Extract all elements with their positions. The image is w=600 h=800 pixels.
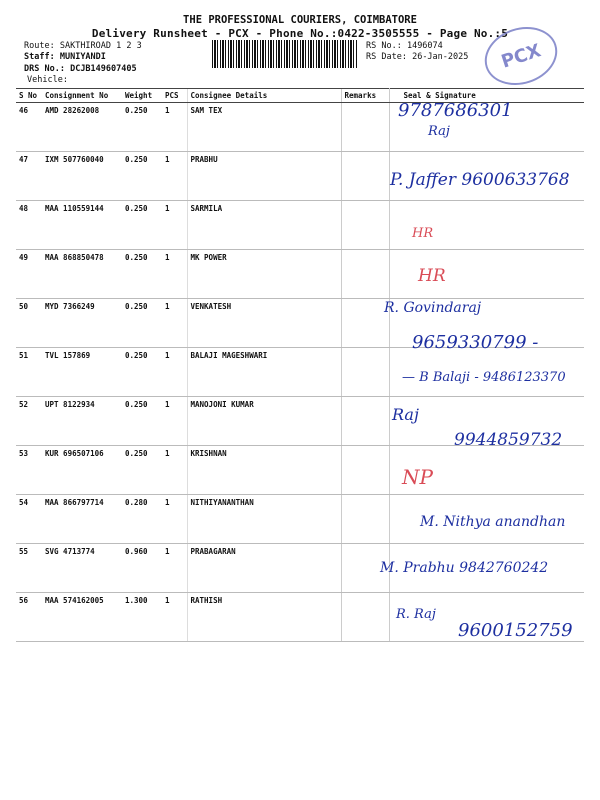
row-consignee: RATHISH [187, 593, 341, 642]
row-pcs: 1 [162, 103, 187, 152]
staff-label: Staff: [24, 52, 55, 62]
row-consignee: BALAJI MAGESHWARI [187, 348, 341, 397]
signature-52: Raj [392, 405, 419, 424]
row-consignee: KRISHNAN [187, 446, 341, 495]
rs-date-value: 26-Jan-2025 [412, 52, 469, 62]
row-consignment: TVL 157869 [42, 348, 122, 397]
row-remarks [341, 201, 389, 250]
col-sno: S No [16, 89, 42, 103]
row-consignee: VENKATESH [187, 299, 341, 348]
rs-no-line [366, 41, 443, 51]
rs-no-value: 1496074 [406, 41, 443, 51]
row-remarks [341, 593, 389, 642]
row-remarks [341, 250, 389, 299]
signature-50: R. Govindaraj [384, 300, 482, 316]
route-line [24, 41, 142, 51]
rs-no-label: RS No.: [366, 41, 402, 51]
row-pcs: 1 [162, 152, 187, 201]
row-consignment: MAA 868850478 [42, 250, 122, 299]
signature-55: M. Prabhu 9842760242 [380, 560, 549, 576]
row-consignment: KUR 696507106 [42, 446, 122, 495]
staff-value: MUNIYANDI [59, 52, 106, 62]
col-consignee: Consignee Details [187, 89, 341, 103]
row-weight: 1.300 [122, 593, 162, 642]
row-consignment: MAA 574162005 [42, 593, 122, 642]
table-row [16, 446, 584, 495]
row-pcs: 1 [162, 250, 187, 299]
row-weight: 0.960 [122, 544, 162, 593]
row-sno: 56 [16, 593, 42, 642]
row-remarks [341, 495, 389, 544]
row-weight: 0.250 [122, 103, 162, 152]
signature-48: HR [412, 226, 434, 241]
row-sno: 49 [16, 250, 42, 299]
row-weight: 0.250 [122, 201, 162, 250]
row-consignment: UPT 8122934 [42, 397, 122, 446]
signature-54: M. Nithya anandhan [420, 514, 566, 530]
row-consignee: MK POWER [187, 250, 341, 299]
row-consignee: MANOJONI KUMAR [187, 397, 341, 446]
row-sno: 48 [16, 201, 42, 250]
row-sno: 50 [16, 299, 42, 348]
signature-53: NP [402, 465, 433, 489]
stamp-text: PCX [498, 39, 544, 73]
signature-52-phone: 9944859732 [454, 430, 563, 450]
route-value: SAKTHIROAD 1 2 3 [59, 41, 142, 51]
row-pcs: 1 [162, 299, 187, 348]
col-remarks: Remarks [341, 89, 389, 103]
row-pcs: 1 [162, 495, 187, 544]
row-pcs: 1 [162, 544, 187, 593]
row-sno: 51 [16, 348, 42, 397]
row-weight: 0.250 [122, 348, 162, 397]
col-signature: Seal & Signature [389, 89, 584, 103]
signature-51: — B Balaji - 9486123370 [402, 370, 566, 385]
row-consignment: MAA 866797714 [42, 495, 122, 544]
route-label: Route: [24, 41, 55, 51]
row-consignment: AMD 28262008 [42, 103, 122, 152]
row-sno: 55 [16, 544, 42, 593]
row-consignee: PRABAGARAN [187, 544, 341, 593]
row-consignment: SVG 4713774 [42, 544, 122, 593]
row-pcs: 1 [162, 201, 187, 250]
signature-47: P. Jaffer 9600633768 [390, 170, 570, 190]
company-name: THE PROFESSIONAL COURIERS, COIMBATORE [183, 14, 417, 26]
row-remarks [341, 103, 389, 152]
row-sno: 54 [16, 495, 42, 544]
col-consignment: Consignment No [42, 89, 122, 103]
row-pcs: 1 [162, 446, 187, 495]
row-pcs: 1 [162, 348, 187, 397]
col-pcs: PCS [162, 89, 187, 103]
row-consignment: IXM 507760040 [42, 152, 122, 201]
vehicle-label: Vehicle: [27, 75, 68, 85]
row-remarks [341, 348, 389, 397]
table-row [16, 201, 584, 250]
row-remarks [341, 397, 389, 446]
row-sno: 52 [16, 397, 42, 446]
signature-49: HR [418, 266, 446, 286]
signature-56-phone: 9600152759 [458, 620, 573, 641]
row-consignee: SAM TEX [187, 103, 341, 152]
row-weight: 0.280 [122, 495, 162, 544]
table-row [16, 250, 584, 299]
rs-date-label: RS Date: [366, 52, 407, 62]
drs-label: DRS No.: [24, 64, 65, 74]
drs-line [24, 64, 137, 74]
signature-50-phone: 9659330799 - [412, 332, 539, 353]
signature-46: Raj [428, 124, 450, 139]
row-remarks [341, 152, 389, 201]
row-pcs: 1 [162, 593, 187, 642]
signature-46-phone: 9787686301 [398, 100, 513, 121]
row-weight: 0.250 [122, 299, 162, 348]
row-consignee: SARMILA [187, 201, 341, 250]
row-consignee: NITHIYANANTHAN [187, 495, 341, 544]
row-weight: 0.250 [122, 152, 162, 201]
row-consignment: MYD 7366249 [42, 299, 122, 348]
drs-value: DCJB149607405 [70, 64, 137, 74]
signature-56: R. Raj [396, 607, 436, 622]
row-sno: 53 [16, 446, 42, 495]
row-remarks [341, 446, 389, 495]
row-remarks [341, 299, 389, 348]
col-weight: Weight [122, 89, 162, 103]
row-consignment: MAA 110559144 [42, 201, 122, 250]
row-weight: 0.250 [122, 250, 162, 299]
row-signature [389, 201, 584, 250]
row-weight: 0.250 [122, 397, 162, 446]
barcode [212, 40, 358, 68]
row-weight: 0.250 [122, 446, 162, 495]
staff-line [24, 52, 106, 62]
row-pcs: 1 [162, 397, 187, 446]
row-sno: 46 [16, 103, 42, 152]
row-sno: 47 [16, 152, 42, 201]
rs-date-line [366, 52, 468, 62]
runsheet-subtitle: Delivery Runsheet - PCX - Phone No.:0422-3505555 - Page No.:5 [91, 27, 509, 40]
row-consignee: PRABHU [187, 152, 341, 201]
